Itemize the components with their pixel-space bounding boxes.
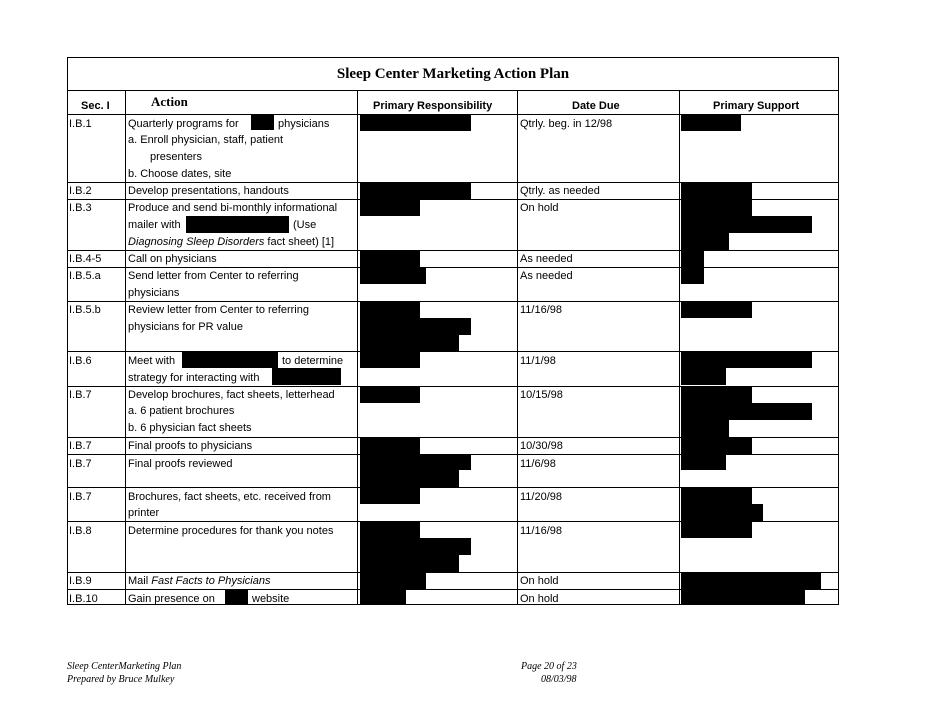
date-cell: 10/15/98: [520, 389, 563, 401]
redaction-block: [360, 538, 471, 555]
action-cell: Send letter from Center to referring: [128, 270, 299, 282]
redaction-block: [360, 250, 420, 267]
redaction-block: [681, 301, 752, 318]
redaction-block: [182, 351, 278, 368]
date-cell: 10/30/98: [520, 440, 563, 452]
action-cell: (Use: [293, 219, 317, 231]
header-date: Date Due: [572, 100, 620, 112]
action-cell: Produce and send bi-monthly informational: [128, 202, 338, 214]
action-cell: [128, 236, 334, 249]
redaction-block: [360, 470, 459, 487]
date-cell: As needed: [520, 253, 573, 265]
sec-cell: I.B.9: [69, 575, 92, 587]
redaction-block: [360, 386, 420, 403]
action-cell: to determine: [282, 355, 344, 367]
date-cell: On hold: [520, 575, 559, 587]
date-cell: On hold: [520, 593, 559, 605]
redaction-block: [360, 301, 420, 318]
action-cell: Review letter from Center to referring: [128, 304, 309, 316]
date-cell: 11/6/98: [520, 458, 556, 470]
redaction-block: [360, 521, 420, 538]
redaction-block: [360, 267, 426, 284]
redaction-block: [681, 403, 812, 420]
redaction-block: [360, 335, 459, 351]
redaction-block: [681, 250, 704, 267]
column-rule: [125, 90, 126, 605]
redaction-block: [681, 386, 752, 403]
row-rule: [67, 250, 839, 251]
redaction-block: [186, 216, 289, 233]
header-sec: Sec. I: [81, 100, 110, 112]
redaction-block: [360, 572, 426, 589]
sec-cell: I.B.7: [69, 440, 92, 452]
action-cell: Meet with: [128, 355, 176, 367]
redaction-block: [360, 437, 420, 454]
sec-cell: I.B.7: [69, 491, 92, 503]
column-rule: [679, 90, 680, 605]
publication-title: Diagnosing Sleep Disorders: [128, 236, 265, 248]
action-cell: Gain presence on: [128, 593, 215, 605]
sec-cell: I.B.4-5: [69, 253, 102, 265]
redaction-block: [681, 351, 812, 368]
sec-cell: I.B.1: [69, 118, 92, 130]
footer-plan-name: Sleep CenterMarketing Plan: [67, 661, 182, 672]
action-cell: b. Choose dates, site: [128, 168, 232, 180]
action-cell: Determine procedures for thank you notes: [128, 525, 334, 537]
redaction-block: [681, 454, 726, 470]
footer-author: Prepared by Bruce Mulkey: [67, 674, 175, 685]
action-cell: mailer with: [128, 219, 181, 231]
action-cell: strategy for interacting with: [128, 372, 260, 384]
header-support: Primary Support: [713, 100, 800, 112]
redaction-block: [360, 318, 471, 335]
sec-cell: I.B.5.b: [69, 304, 101, 316]
action-cell: Brochures, fact sheets, etc. received from: [128, 491, 331, 503]
footer-date: 08/03/98: [541, 674, 577, 685]
sec-cell: I.B.10: [69, 593, 98, 605]
redaction-block: [681, 368, 726, 385]
action-cell: Final proofs reviewed: [128, 458, 233, 470]
header-responsibility: Primary Responsibility: [373, 100, 493, 112]
sec-cell: I.B.6: [69, 355, 92, 367]
action-cell: website: [252, 593, 290, 605]
redaction-block: [681, 233, 729, 250]
action-cell: printer: [128, 507, 160, 519]
action-cell: Develop presentations, handouts: [128, 185, 289, 197]
action-cell: Final proofs to physicians: [128, 440, 253, 452]
action-cell: Develop brochures, fact sheets, letterhead: [128, 389, 335, 401]
redaction-block: [360, 182, 471, 199]
redaction-block: [360, 589, 406, 605]
redaction-block: [360, 487, 420, 504]
date-cell: 11/1/98: [520, 355, 556, 367]
date-cell: Qtrly. as needed: [520, 185, 600, 197]
publication-title: Fast Facts to Physicians: [151, 575, 271, 587]
sec-cell: I.B.7: [69, 458, 92, 470]
action-cell: a. Enroll physician, staff, patient: [128, 134, 284, 146]
column-rule: [517, 90, 518, 605]
action-text: fact sheet) [1]: [264, 236, 335, 248]
redaction-block: [360, 454, 471, 470]
redaction-block: [272, 368, 341, 385]
row-rule: [67, 267, 839, 268]
action-cell: physicians for PR value: [128, 321, 243, 333]
action-cell: presenters: [150, 151, 202, 163]
date-cell: 11/16/98: [520, 304, 563, 316]
footer-page-number: Page 20 of 23: [521, 661, 577, 672]
redaction-block: [681, 437, 752, 454]
action-cell: physicians: [128, 287, 180, 299]
redaction-block: [360, 114, 471, 131]
column-rule: [357, 90, 358, 605]
redaction-block: [251, 115, 274, 130]
header-top-rule: [67, 90, 839, 91]
redaction-block: [360, 199, 420, 216]
action-cell: b. 6 physician fact sheets: [128, 422, 252, 434]
redaction-block: [681, 504, 763, 521]
redaction-block: [681, 216, 812, 233]
action-text: Mail: [128, 575, 152, 587]
action-cell: Quarterly programs for: [128, 118, 239, 130]
date-cell: As needed: [520, 270, 573, 282]
redaction-block: [681, 487, 752, 504]
action-cell: Call on physicians: [128, 253, 217, 265]
action-cell: [128, 575, 270, 588]
redaction-block: [681, 182, 752, 199]
action-cell: physicians: [278, 118, 330, 130]
sec-cell: I.B.7: [69, 389, 92, 401]
sec-cell: I.B.8: [69, 525, 92, 537]
redaction-block: [681, 420, 729, 437]
redaction-block: [681, 199, 752, 216]
redaction-block: [360, 555, 459, 572]
sec-cell: I.B.2: [69, 185, 92, 197]
sec-cell: I.B.5.a: [69, 270, 101, 282]
redaction-block: [360, 351, 420, 368]
redaction-block: [681, 589, 805, 605]
date-cell: 11/20/98: [520, 491, 563, 503]
redaction-block: [681, 114, 741, 131]
document-title: Sleep Center Marketing Action Plan: [336, 66, 570, 82]
redaction-block: [681, 267, 704, 284]
date-cell: Qtrly. beg. in 12/98: [520, 118, 613, 130]
redaction-block: [681, 521, 752, 538]
action-cell: a. 6 patient brochures: [128, 405, 235, 417]
sec-cell: I.B.3: [69, 202, 92, 214]
redaction-block: [681, 572, 821, 589]
date-cell: 11/16/98: [520, 525, 563, 537]
header-action: Action: [151, 94, 188, 109]
date-cell: On hold: [520, 202, 559, 214]
redaction-block: [225, 589, 248, 605]
